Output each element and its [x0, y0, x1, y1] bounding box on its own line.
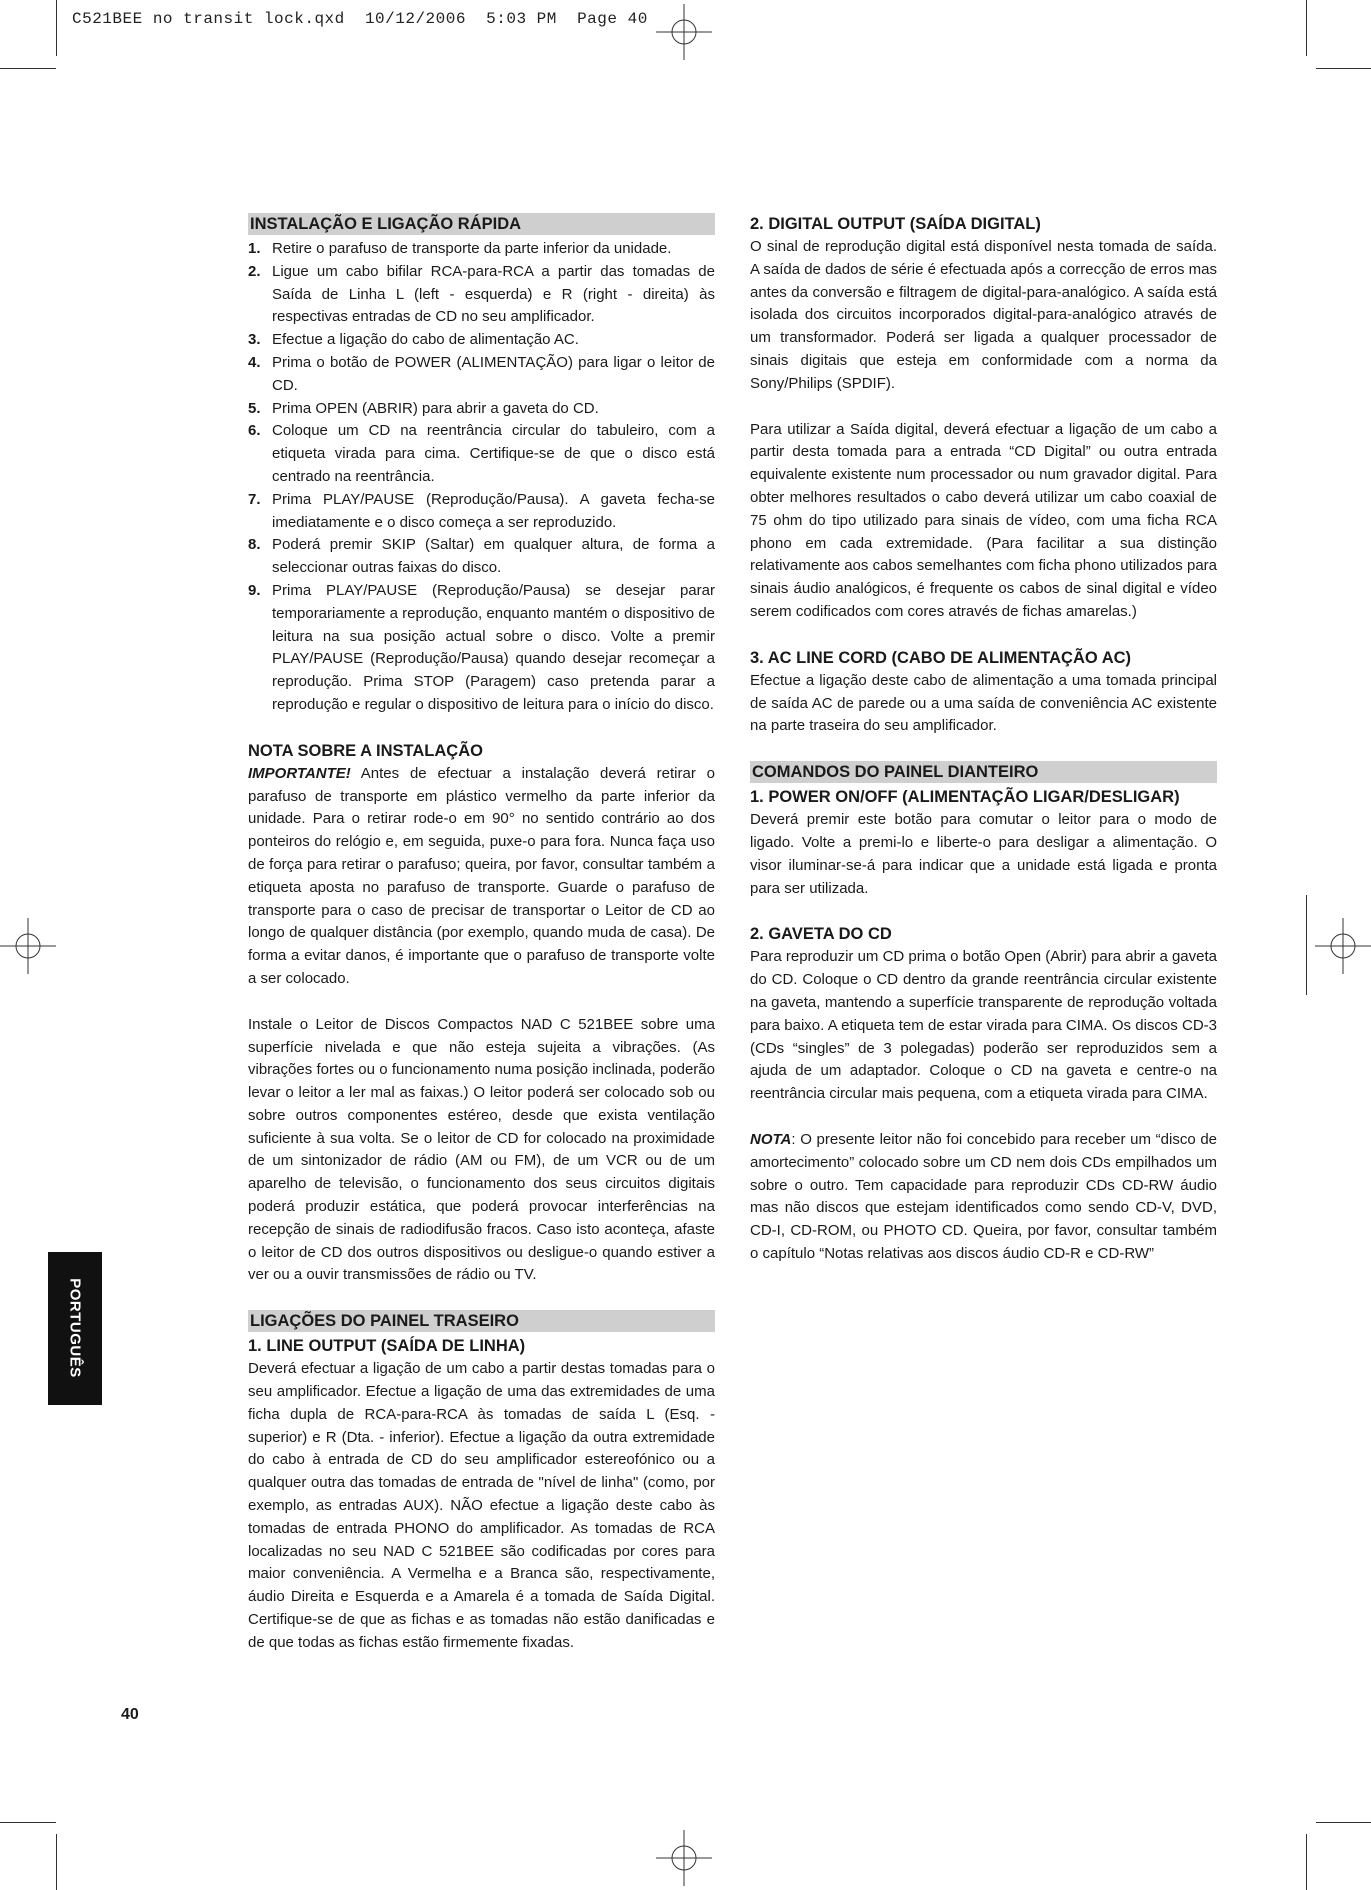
- crop-mark: [56, 0, 57, 56]
- right-column: [750, 213, 1217, 1266]
- section-header-front-panel: COMANDOS DO PAINEL DIANTEIRO: [750, 761, 1217, 783]
- list-item: [248, 238, 715, 261]
- item-text: Coloque um CD na reentrância circular do tabuleiro, com a etiqueta virada para cima. Certifique-se de que o disco está centrado na reentrância.: [272, 422, 715, 485]
- item-number: 5.: [248, 399, 261, 417]
- item-text: Prima PLAY/PAUSE (Reprodução/Pausa) se desejar parar temporariamente a reprodução, enquanto mantém o dispositivo de leitura na sua posição actual sobre o disco. Volte a premir PLAY/PAUSE (Reprodução/Pausa) quando desejar recomeçar a reprodução. Prima STOP (Paragem) caso pretenda parar a reprodução e regular o dispositivo de leitura para o início do disco.: [272, 581, 715, 713]
- item-number: 9.: [248, 581, 261, 599]
- language-tab: [48, 1252, 102, 1405]
- registration-mark-right: [1315, 918, 1371, 974]
- item-text: Ligue um cabo bifilar RCA-para-RCA a partir das tomadas de Saída de Linha L (left - esquerda) e R (right - direita) às respectivas entradas de CD no seu amplificador.: [272, 262, 715, 326]
- list-item: [248, 489, 715, 535]
- list-item: [248, 329, 715, 352]
- item-text: Poderá premir SKIP (Saltar) em qualquer altura, de forma a seleccionar outras faixas do disco.: [272, 536, 715, 577]
- language-label: PORTUGUÊS: [66, 1278, 84, 1378]
- line-output-heading: 1. LINE OUTPUT (SAÍDA DE LINHA): [248, 1337, 526, 1356]
- page-number: 40: [121, 1706, 139, 1723]
- list-item: [248, 261, 715, 329]
- list-item: [248, 580, 715, 717]
- power-heading: 1. POWER ON/OFF (ALIMENTAÇÃO LIGAR/DESLIGAR): [750, 788, 1180, 807]
- digital-output-paragraph-1: O sinal de reprodução digital está disponível nesta tomada de saída. A saída de dados de série é efectuada após a correcção de erros mas antes da conversão e filtragem de digital-para-analógico. A saída está isolada dos circuitos incorporados digital-para-analógico através de um transformador. Poderá ser ligada a qualquer processador de sinais digitais que esteja em conformidade com a norma da Sony/Philips (SPDIF).: [750, 238, 1217, 392]
- power-paragraph: Deverá premir este botão para comutar o leitor para o modo de ligado. Volte a premi-lo e liberte-o para desligar a alimentação. O visor iluminar-se-á para indicar que a unidade está ligada e pronta para ser utilizada.: [750, 811, 1217, 897]
- list-item: [248, 398, 715, 421]
- section-header-quick-setup: INSTALAÇÃO E LIGAÇÃO RÁPIDA: [248, 213, 715, 235]
- item-text: Prima OPEN (ABRIR) para abrir a gaveta do CD.: [272, 399, 599, 417]
- install-note-paragraph: [248, 763, 715, 991]
- digital-output-heading: 2. DIGITAL OUTPUT (SAÍDA DIGITAL): [750, 215, 1041, 233]
- crop-mark: [1306, 0, 1307, 56]
- note-label: NOTA: [750, 1130, 792, 1148]
- important-label: IMPORTANTE!: [248, 764, 351, 782]
- crop-mark: [1316, 68, 1371, 69]
- line-output-paragraph: Deverá efectuar a ligação de um cabo a partir destas tomadas para o seu amplificador. Efectue a ligação de uma das extremidades de uma ficha dupla de RCA-para-RCA às tomadas de saída L (Esq. - superior) e R (Dta. - inferior). Efectue a ligação da outra extremidade do cabo à entrada de CD do seu amplificador estereofónico ou a qualquer outra das tomadas de entrada de "nível de linha" (como, por exemplo, as entradas AUX). NÃO efectue a ligação deste cabo às tomadas de entrada PHONO do amplificador. As tomadas de RCA localizadas no seu NAD C 521BEE são codificadas por cores para maior conveniência. A Vermelha e a Branca são, respectivamente, áudio Direita e Esquerda e a Amarela é a tomada de Saída Digital. Certifique-se de que as fichas e as tomadas não estão danificadas e de que todas as fichas estão firmemente fixadas.: [248, 1360, 715, 1651]
- item-text: Prima PLAY/PAUSE (Reprodução/Pausa). A gaveta fecha-se imediatamente e o disco começa a ser reproduzido.: [272, 490, 715, 531]
- install-note-text: Antes de efectuar a instalação deverá retirar o parafuso de transporte em plástico vermelho da parte inferior da unidade. Para o retirar rode-o em 90° no sentido contrário ao dos ponteiros do relógio e, em seguida, puxe-o para fora. Nunca faça uso de força para retirar o parafuso; queira, por favor, consultar também a etiqueta aposta no parafuso de transporte. Guarde o parafuso de transporte para o caso de precisar de transportar o Leitor de CD ao longo de qualquer distância (por exemplo, quando muda de casa). De forma a evitar danos, é importante que o parafuso de transporte volte a ser colocado.: [248, 764, 715, 987]
- item-number: 1.: [248, 240, 261, 257]
- cd-tray-paragraph: Para reproduzir um CD prima o botão Open (Abrir) para abrir a gaveta do CD. Coloque o CD dentro da grande reentrância circular existente na gaveta, mantendo a superfície transparente de reprodução voltada para baixo. A etiqueta tem de estar virada para CIMA. Os discos CD-3 (CDs “singles” de 3 polegadas) poderão ser reproduzidos sem a ajuda de um adaptador. Coloque o CD na gaveta e centre-o na reentrância circular mais pequena, com a etiqueta virada para CIMA.: [750, 948, 1217, 1103]
- ac-cord-paragraph: Efectue a ligação deste cabo de alimentação a uma tomada principal de saída AC de parede ou a uma saída de conveniência AC existente na parte traseira do seu amplificador.: [750, 671, 1217, 735]
- crop-mark: [56, 1834, 57, 1890]
- crop-mark: [1306, 1834, 1307, 1890]
- item-text: Efectue a ligação do cabo de alimentação AC.: [272, 331, 579, 349]
- crop-mark: [1316, 1822, 1371, 1823]
- item-number: 8.: [248, 536, 261, 554]
- crop-mark: [1306, 895, 1307, 995]
- install-note-heading: NOTA SOBRE A INSTALAÇÃO: [248, 741, 483, 760]
- ac-cord-heading: 3. AC LINE CORD (CABO DE ALIMENTAÇÃO AC): [750, 648, 1132, 667]
- quick-setup-list: [248, 238, 715, 717]
- item-text: Prima o botão de POWER (ALIMENTAÇÃO) para ligar o leitor de CD.: [272, 353, 715, 394]
- file-slug: C521BEE no transit lock.qxd 10/12/2006 5:03 PM Page 40: [72, 10, 648, 28]
- registration-mark-left: [0, 918, 56, 974]
- item-number: 6.: [248, 422, 261, 440]
- cd-tray-heading: 2. GAVETA DO CD: [750, 925, 892, 944]
- note-text: : O presente leitor não foi concebido para receber um “disco de amortecimento” colocado sobre um CD nem dois CDs empilhados um sobre o outro. Tem capacidade para reproduzir CDs CD-RW áudio mas não discos que estejam identificados como sendo CD-V, DVD, CD-I, CD-ROM, ou PHOTO CD. Queira, por favor, consultar também o capítulo “Notas relativas aos discos áudio CD-R e CD-RW”: [750, 1130, 1217, 1262]
- item-text: Retire o parafuso de transporte da parte inferior da unidade.: [272, 240, 672, 257]
- section-header-rear-panel: LIGAÇÕES DO PAINEL TRASEIRO: [248, 1310, 715, 1332]
- item-number: 7.: [248, 490, 261, 508]
- item-number: 4.: [248, 353, 261, 371]
- list-item: [248, 352, 715, 398]
- registration-mark-bottom: [656, 1830, 712, 1886]
- list-item: [248, 420, 715, 488]
- list-item: [248, 534, 715, 580]
- crop-mark: [0, 68, 56, 69]
- placement-paragraph: Instale o Leitor de Discos Compactos NAD C 521BEE sobre uma superfície nivelada e que não esteja sujeita a vibrações. (As vibrações fortes ou o funcionamento numa posição inclinada, poderão levar o leitor a ler mal as faixas.) O leitor poderá ser colocado sob ou sobre outros componentes estéreo, desde que exista ventilação suficiente à sua volta. Se o leitor de CD for colocado na proximidade de um sintonizador de rádio (AM ou FM), de um VCR ou de um aparelho de televisão, o funcionamento dos seus circuitos digitais poderá produzir estática, que poderá provocar interferências na recepção de sinais de radiodifusão fracos. Caso isto aconteça, afaste o leitor de CD dos outros dispositivos ou desligue-o quando estiver a ver ou a ouvir transmissões de rádio ou TV.: [248, 1015, 715, 1284]
- item-number: 3.: [248, 331, 261, 349]
- digital-output-paragraph-2: Para utilizar a Saída digital, deverá efectuar a ligação de um cabo a partir desta tomada para a entrada “CD Digital” ou outra entrada equivalente existente num processador ou num gravador digital. Para obter melhores resultados o cabo deverá utilizar um cabo coaxial de 75 ohm do tipo utilizado para sinais de vídeo, com uma ficha RCA phono em cada extremidade. (Para facilitar a sua distinção relativamente aos cabos semelhantes com ficha phono utilizados para sinais áudio analógicos, é frequente os cabos de sinal digital e vídeo serem codificados com cores através de fichas amarelas.): [750, 420, 1217, 620]
- registration-mark-top: [656, 4, 712, 60]
- item-number: 2.: [248, 262, 261, 280]
- left-column: [248, 213, 715, 1655]
- crop-mark: [0, 1822, 56, 1823]
- note-paragraph: [750, 1129, 1217, 1266]
